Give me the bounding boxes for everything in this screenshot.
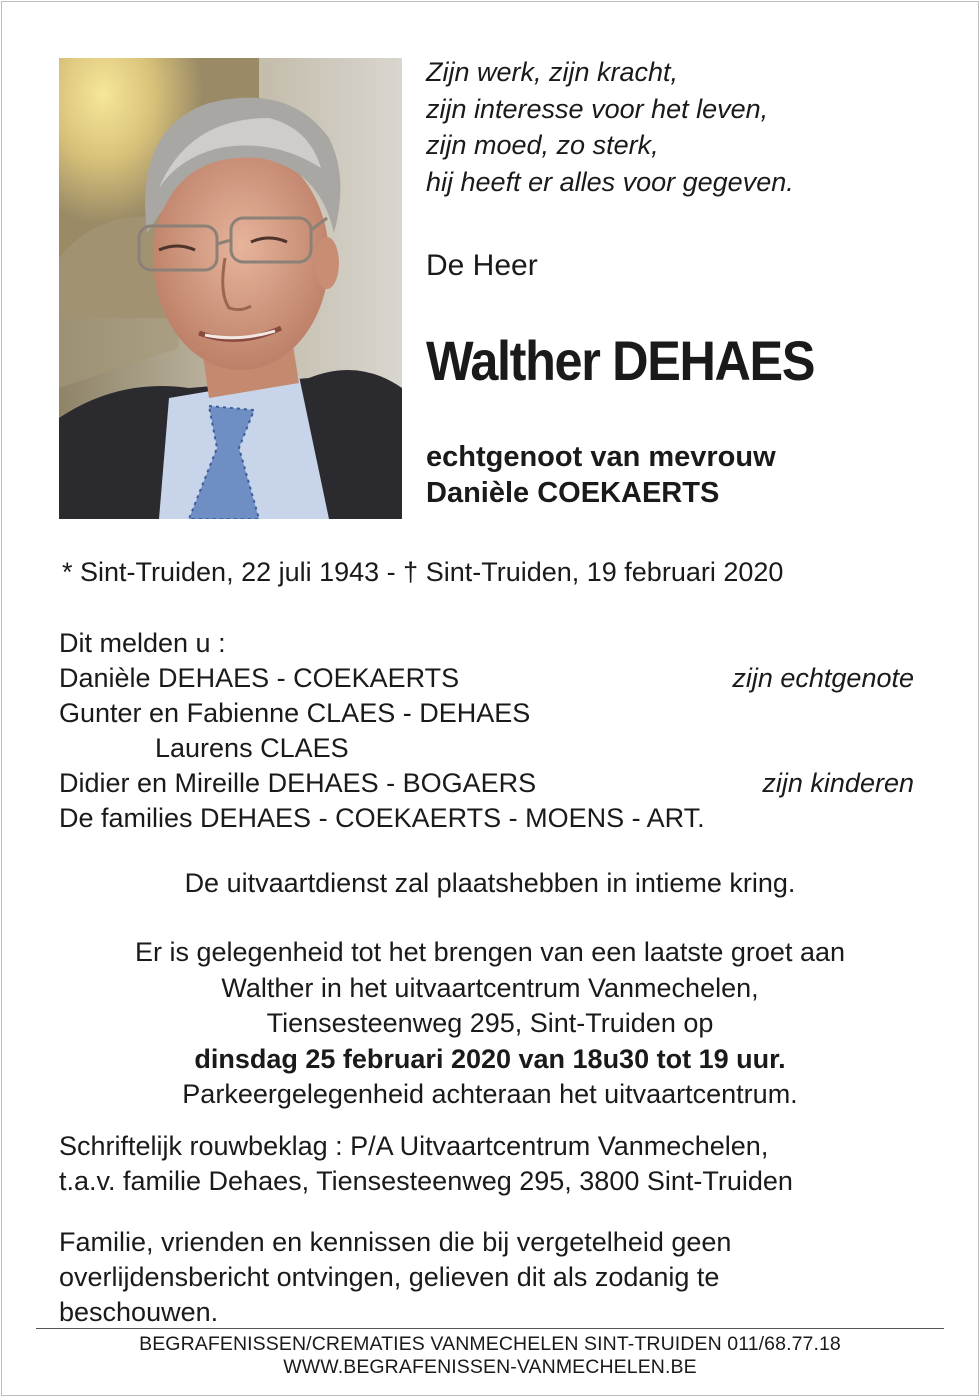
poem-line: Zijn werk, zijn kracht, bbox=[426, 57, 679, 87]
poem-line: zijn moed, zo sterk, bbox=[426, 130, 659, 160]
memorial-poem bbox=[426, 54, 946, 200]
parking-note: Parkeergelegenheid achteraan het uitvaartcentrum. bbox=[182, 1079, 798, 1109]
spouse-line: echtgenoot van mevrouw bbox=[426, 441, 776, 473]
family-row bbox=[59, 661, 914, 696]
condolence-address bbox=[59, 1129, 939, 1199]
address-line: t.a.v. familie Dehaes, Tiensesteenweg 295, 3800 Sint-Truiden bbox=[59, 1166, 793, 1196]
family-relation: zijn kinderen bbox=[762, 768, 914, 798]
portrait-photo bbox=[59, 58, 402, 519]
family-row bbox=[59, 801, 914, 836]
family-name: Laurens CLAES bbox=[155, 733, 349, 763]
family-row bbox=[59, 766, 914, 801]
family-list bbox=[59, 626, 914, 836]
footer-divider bbox=[36, 1328, 944, 1329]
family-name: Didier en Mireille DEHAES - BOGAERS bbox=[59, 768, 537, 798]
family-name: Danièle DEHAES - COEKAERTS bbox=[59, 663, 460, 693]
spouse-name: Danièle COEKAERTS bbox=[426, 477, 720, 509]
funeral-home-footer bbox=[0, 1333, 980, 1379]
notice-line: Familie, vrienden en kennissen die bij vergetelheid geen bbox=[59, 1227, 732, 1257]
family-name: De families DEHAES - COEKAERTS - MOENS - ART. bbox=[59, 803, 705, 833]
notice-line: overlijdensbericht ontvingen, gelieven dit als zodanig te bbox=[59, 1262, 720, 1292]
family-name: Gunter en Fabienne CLAES - DEHAES bbox=[59, 698, 531, 728]
visitation-line: Walther in het uitvaartcentrum Vanmechelen, bbox=[221, 972, 759, 1003]
spouse-info bbox=[426, 439, 776, 511]
family-row bbox=[59, 731, 914, 766]
family-row bbox=[59, 696, 914, 731]
address-line: Schriftelijk rouwbeklag : P/A Uitvaartcentrum Vanmechelen, bbox=[59, 1131, 769, 1161]
honorific: De Heer bbox=[426, 249, 538, 282]
poem-line: hij heeft er alles voor gegeven. bbox=[426, 166, 794, 197]
visitation-line: Er is gelegenheid tot het brengen van een laatste groet aan bbox=[134, 937, 845, 967]
family-relation: zijn echtgenote bbox=[732, 663, 914, 693]
footer-website: WWW.BEGRAFENISSEN-VANMECHELEN.BE bbox=[283, 1356, 697, 1378]
birth-death-dates: * Sint-Truiden, 22 juli 1943 - † Sint-Truiden, 19 februari 2020 bbox=[62, 557, 784, 587]
family-intro: Dit melden u : bbox=[59, 628, 226, 658]
ceremony-note: De uitvaartdienst zal plaatshebben in intieme kring. bbox=[184, 868, 796, 898]
footer-contact: BEGRAFENISSEN/CREMATIES VANMECHELEN SINT-TRUIDEN 011/68.77.18 bbox=[139, 1333, 841, 1355]
notice-text bbox=[59, 1225, 939, 1330]
visitation-info bbox=[0, 935, 980, 1113]
visitation-line: Tiensesteenweg 295, Sint-Truiden op bbox=[266, 1008, 714, 1038]
deceased-name: Walther DEHAES bbox=[426, 329, 815, 392]
notice-line: beschouwen. bbox=[59, 1297, 219, 1327]
visitation-datetime: dinsdag 25 februari 2020 van 18u30 tot 19 uur. bbox=[194, 1043, 786, 1074]
poem-line: zijn interesse voor het leven, bbox=[426, 93, 769, 124]
